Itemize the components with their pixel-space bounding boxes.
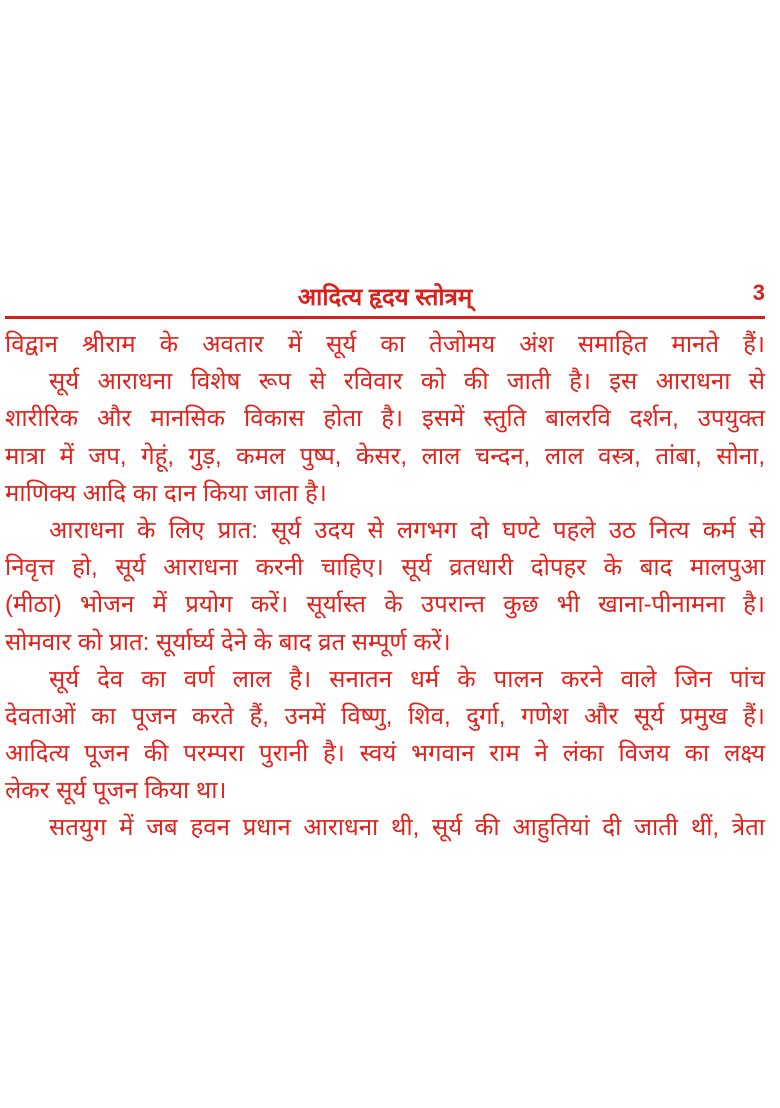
text-line: आदित्य पूजन की परम्परा पुरानी है। स्वयं भगवान राम ने लंका विजय का लक्ष्य	[5, 740, 765, 768]
body-text	[5, 326, 765, 847]
text-line: माणिक्य आदि का दान किया जाता है।	[5, 479, 327, 507]
text-line: लेकर सूर्य पूजन किया था।	[5, 777, 227, 805]
page-number: 3	[752, 280, 765, 305]
text-line: आराधना के लिए प्रात: सूर्य उदय से लगभग दो घण्टे पहले उठ नित्य कर्म से	[49, 516, 765, 544]
text-line: विद्वान श्रीराम के अवतार में सूर्य का तेजोमय अंश समाहित मानते हैं।	[5, 331, 765, 358]
text-line: (मीठा) भोजन में प्रयोग करें। सूर्यास्त के उपरान्त कुछ भी खाना-पीनामना है।	[5, 591, 765, 619]
text-line: मात्रा में जप, गेहूं, गुड़, कमल पुष्प, केसर, लाल चन्दन, लाल वस्त्र, तांबा, सोना,	[5, 442, 765, 470]
text-line: शारीरिक और मानसिक विकास होता है। इसमें स्तुति बालरवि दर्शन, उपयुक्त	[5, 405, 765, 433]
text-line: देवताओं का पूजन करते हैं, उनमें विष्णु, शिव, दुर्गा, गणेश और सूर्य प्रमुख हैं।	[5, 702, 765, 730]
running-title: आदित्य हृदय स्तोत्रम्	[297, 284, 473, 311]
header-rule	[5, 316, 765, 319]
page-header	[5, 276, 765, 316]
text-line: सूर्य देव का वर्ण लाल है। सनातन धर्म के पालन करने वाले जिन पांच	[49, 665, 765, 693]
text-line: सतयुग में जब हवन प्रधान आराधना थी, सूर्य की आहुतियां दी जाती थीं, त्रेता	[49, 814, 765, 842]
text-line: सोमवार को प्रात: सूर्यार्घ्य देने के बाद व्रत सम्पूर्ण करें।	[5, 628, 451, 656]
text-line: निवृत्त हो, सूर्य आराधना करनी चाहिए। सूर्य व्रतधारी दोपहर के बाद मालपुआ	[5, 554, 765, 582]
text-line: सूर्य आराधना विशेष रूप से रविवार को की जाती है। इस आराधना से	[49, 368, 765, 396]
